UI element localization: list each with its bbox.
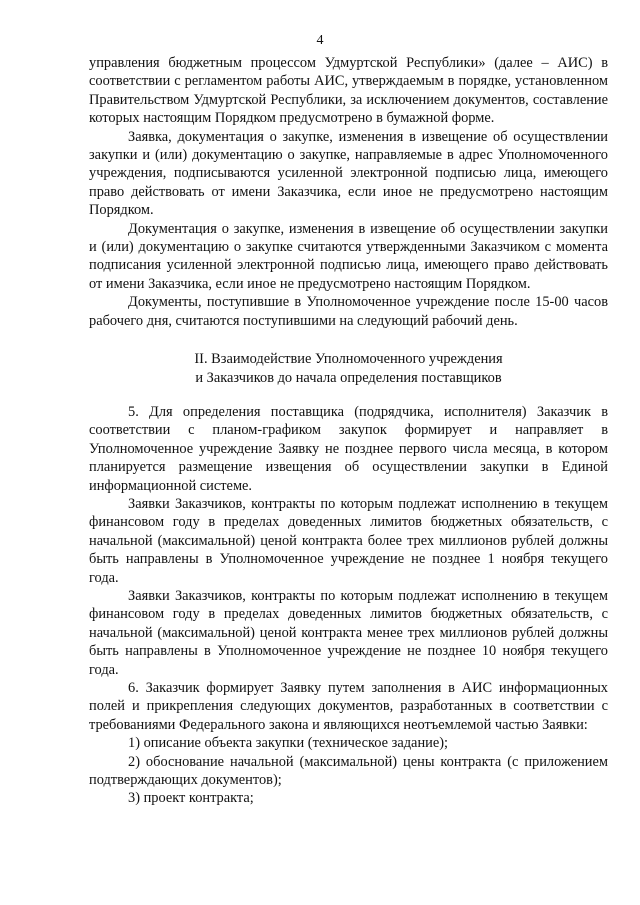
paragraph-receipt-time: Документы, поступившие в Уполномоченное учреждение после 15-00 часов рабочего дня, считаются поступившими на следующий рабочий день. [89,294,608,329]
list-item-1: 1) описание объекта закупки (техническое задание); [128,735,449,752]
document-body [89,54,608,808]
paragraph-deadline-over-3m: Заявки Заказчиков, контракты по которым подлежат исполнению в текущем финансовом году в пределах доведенных лимитов бюджетных обязательств, с начальной (максимальной) ценой контракта более трех миллионов рублей должны быть направлены в Уполномоченное учреждение не позднее 1 ноября текущего года. [89,495,608,586]
spacer [89,330,608,350]
paragraph-deadline-under-3m: Заявки Заказчиков, контракты по которым подлежат исполнению в текущем финансовом году в пределах доведенных лимитов бюджетных обязательств, с начальной (максимальной) ценой контракта менее трех миллионов рублей должны быть направлены в Уполномоченное учреждение не позднее 10 ноября текущего года. [89,587,608,678]
list-item-2: 2) обоснование начальной (максимальной) цены контракта (с приложением подтверждающих документов); [89,753,608,789]
spacer [89,387,608,403]
paragraph-signature-requirement: Заявка, документация о закупке, изменения в извещение об осуществлении закупки и (или) документацию о закупке, направляемые в адрес Уполномоченного учреждения, подписываются усиленной электронной подписью лица, имеющего право действовать от имени Заказчика, если иное не предусмотрено настоящим Порядком. [89,128,608,219]
section-heading-line-2: и Заказчиков до начала определения поставщиков [195,369,502,386]
paragraph-item-6: 6. Заказчик формирует Заявку путем заполнения в АИС информационных полей и прикрепления следующих документов, разработанных в соответствии с требованиями Федерального закона и являющихся неотъемлемой частью Заявки: [89,680,608,733]
section-heading-line-1: II. Взаимодействие Уполномоченного учреждения [194,351,503,368]
list-item-3: 3) проект контракта; [128,790,254,807]
paragraph-ais-continuation: управления бюджетным процессом Удмуртской Республики» (далее – АИС) в соответствии с регламентом работы АИС, утверждаемым в порядке, установленном Правительством Удмуртской Республики, за исключением документов, составление которых настоящим Порядком предусмотрено в бумажной форме. [89,55,608,127]
paragraph-item-5: 5. Для определения поставщика (подрядчика, исполнителя) Заказчик в соответствии с планом-графиком закупок формирует и направляет в Уполномоченное учреждение Заявку не позднее первого числа месяца, в котором планируется размещение извещения об осуществлении закупки в Единой информационной системе. [89,403,608,494]
page-number: 4 [316,33,324,48]
paragraph-approval-moment: Документация о закупке, изменения в извещение об осуществлении закупки и (или) документацию о закупке считаются утвержденными Заказчиком с момента подписания усиленной электронной подписью лица, имеющего право действовать от имени Заказчика, если иное не предусмотрено настоящим Порядком. [89,220,608,292]
